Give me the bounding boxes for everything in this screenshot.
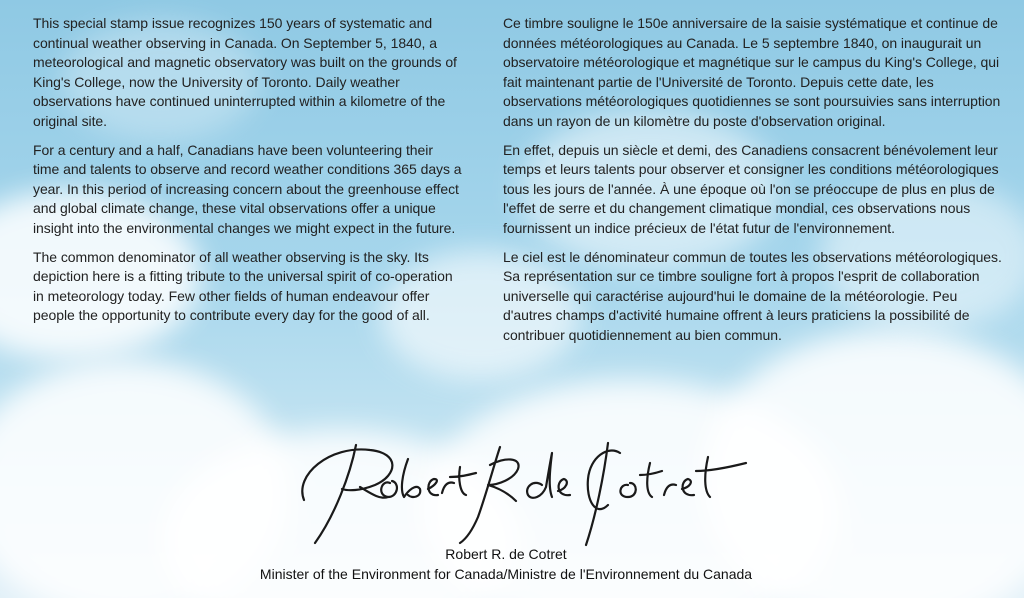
english-text-column	[33, 14, 463, 335]
handwritten-signature	[290, 405, 760, 555]
signer-name: Robert R. de Cotret	[445, 546, 567, 562]
english-paragraph-2: For a century and a half, Canadians have been volunteering their time and talents to observe and record weather conditions 365 days a year. In this period of increasing concern about the greenhouse effect and global climate change, these vital observations offer a unique insight into the environmental changes we might expect in the future.	[33, 141, 462, 236]
french-paragraph-1: Ce timbre souligne le 150e anniversaire de la saisie systématique et continue de données météorologiques au Canada. Le 5 septembre 1840, on inaugurait un observatoire météorologique et magnétique sur le campus du King's College, qui fait maintenant partie de l'Université de Toronto. Depuis cette date, les observations météorologiques quotidiennes se sont poursuivies sans interruption dans un rayon de un kilomètre du poste d'observation original.	[503, 15, 1001, 129]
signer-title: Minister of the Environment for Canada/Ministre de l'Environnement du Canada	[259, 566, 753, 582]
french-paragraph-3: Le ciel est le dénominateur commun de toutes les observations météorologiques. Sa représentation sur ce timbre souligne fort à propos l'esprit de collaboration universelle qui caractérise aujourd'hui le domaine de la météorologie. Peu d'autres champs d'activité humaine offrent à leurs praticiens la possibilité de contribuer quotidiennement au bien commun.	[503, 248, 1002, 343]
french-text-column	[503, 14, 1003, 355]
english-paragraph-3: The common denominator of all weather observing is the sky. Its depiction here is a fitting tribute to the universal spirit of co-operation in meteorology today. Few other fields of human endeavour offer people the opportunity to contribute every day for the good of all.	[33, 248, 453, 324]
english-paragraph-1: This special stamp issue recognizes 150 years of systematic and continual weather observing in Canada. On September 5, 1840, a meteorological and magnetic observatory was built on the grounds of King's College, now the University of Toronto. Daily weather observations have continued uninterrupted within a kilometre of the original site.	[33, 15, 457, 129]
french-paragraph-2: En effet, depuis un siècle et demi, des Canadiens consacrent bénévolement leur temps et leurs talents pour observer et consigner les conditions météorologiques tous les jours de l'année. À une époque où l'on se préoccupe de plus en plus de l'effet de serre et du changement climatique mondial, ces observations nous fournissent un indice précieux de l'état futur de l'environnement.	[503, 141, 999, 236]
